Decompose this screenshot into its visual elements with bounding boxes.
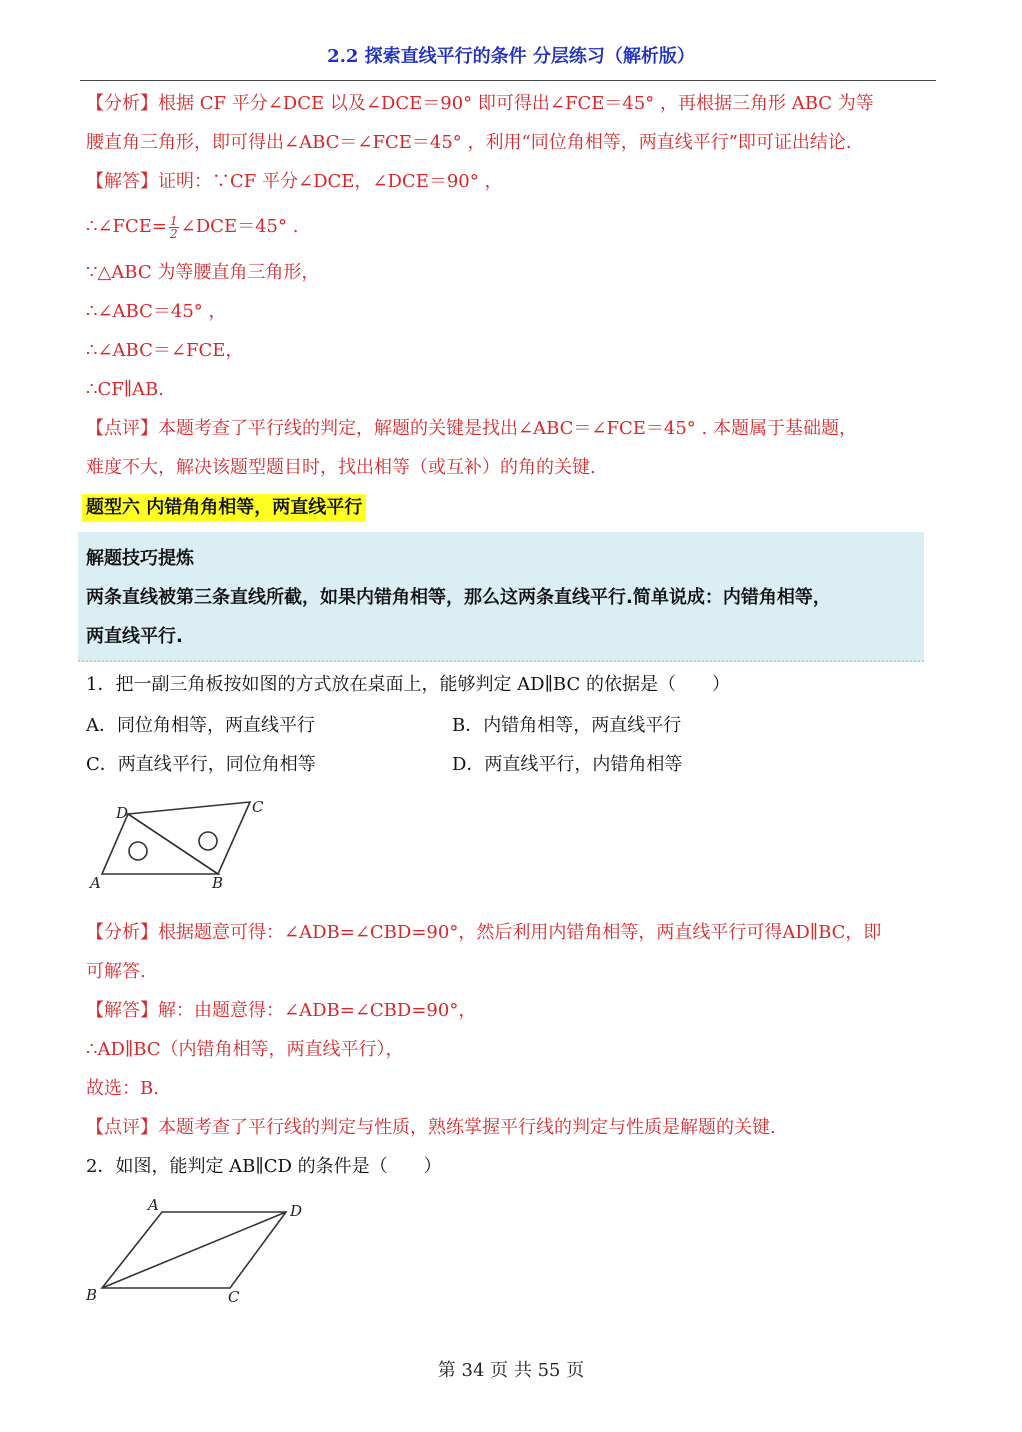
label-b: B [86,1286,98,1304]
q0-step3: ∴∠ABC＝45° ， [86,301,227,322]
step1-suffix: ∠DCE＝45° . [180,216,299,237]
q1-comment-line1 [86,1115,946,1141]
q0-comment-line1 [86,416,946,442]
label-a: A [90,874,101,892]
answer-tag: 【解答】 [86,1000,158,1021]
q1-answer-line2: ∴AD∥BC（内错角相等，两直线平行）， [86,1039,404,1060]
q1-analysis-line1 [86,920,946,946]
tip-title: 解题技巧提炼 [86,548,194,569]
tip-line2: 两直线平行. [86,626,183,647]
q0-answer-line1 [86,169,946,195]
step1-prefix: ∴∠FCE= [86,216,168,237]
comment-tag: 【点评】 [86,418,158,439]
label-c: C [252,798,264,816]
q2-stem: 2．如图，能判定 AB∥CD 的条件是（ ） [86,1156,442,1177]
q1-choice-d: D．两直线平行，内错角相等 [452,754,683,775]
label-d: D [116,804,129,822]
fraction-denominator: 2 [170,226,178,241]
comment-text: 本题考查了平行线的判定，解题的关键是找出∠ABC＝∠FCE＝45° . 本题属于基础题， [158,418,857,439]
page-header-title: 2.2 探索直线平行的条件 分层练习（解析版） [327,46,695,67]
q0-step2: ∵△ABC 为等腰直角三角形， [86,262,320,283]
q1-choice-c: C．两直线平行，同位角相等 [86,754,316,775]
answer-text: 解：由题意得：∠ADB=∠CBD=90°， [158,1000,477,1021]
q0-comment-line2: 难度不大，解决该题型题目时，找出相等（或互补）的角的关键. [86,457,596,478]
q1-answer-line3: 故选：B. [86,1078,159,1099]
answer-tag: 【解答】 [86,171,158,192]
triangle-dbc [128,802,250,874]
label-a: A [148,1196,159,1214]
tip-box [78,532,924,662]
q1-stem: 1．把一副三角板按如图的方式放在桌面上，能够判定 AD∥BC 的依据是（ ） [86,674,730,695]
triangle-hole-right [199,832,217,850]
label-b: B [212,874,224,892]
tip-line1: 两条直线被第三条直线所截，如果内错角相等，那么这两条直线平行.简单说成：内错角相等， [86,587,831,608]
q1-answer-line1 [86,998,946,1024]
header-rule [80,80,936,81]
q1-figure [80,790,280,900]
q0-step5: ∴CF∥AB. [86,379,164,400]
q2-figure [80,1192,320,1312]
triangle-hole-left [129,842,147,860]
page-footer: 第 34 页 共 55 页 [437,1360,585,1381]
q0-step1 [86,214,946,240]
q1-analysis-line2: 可解答. [86,961,146,982]
analysis-text: 根据 CF 平分∠DCE 以及∠DCE＝90° 即可得出∠FCE＝45° ，再根据三角形 ABC 为等 [158,93,874,114]
comment-tag: 【点评】 [86,1117,158,1138]
analysis-tag: 【分析】 [86,93,158,114]
triangle-adb [102,814,218,874]
q0-step4: ∴∠ABC＝∠FCE， [86,340,244,361]
q0-analysis-line1 [86,91,946,117]
section-heading: 题型六 内错角角相等，两直线平行 [82,494,366,522]
label-c: C [228,1288,240,1306]
fraction-half [169,215,179,240]
q0-analysis-line2: 腰直角三角形，即可得出∠ABC＝∠FCE＝45° ，利用“同位角相等，两直线平行”即可证出结论. [86,132,852,153]
answer-text: 证明：∵CF 平分∠DCE，∠DCE＝90° ， [158,171,503,192]
label-d: D [290,1202,303,1220]
comment-text: 本题考查了平行线的判定与性质，熟练掌握平行线的判定与性质是解题的关键. [158,1117,776,1138]
analysis-tag: 【分析】 [86,922,158,943]
q1-choice-a: A．同位角相等，两直线平行 [86,715,315,736]
q1-choice-b: B．内错角相等，两直线平行 [452,715,682,736]
fraction-numerator: 1 [170,213,178,228]
analysis-text: 根据题意可得：∠ADB=∠CBD=90°，然后利用内错角相等，两直线平行可得AD∥BC，即 [158,922,882,943]
